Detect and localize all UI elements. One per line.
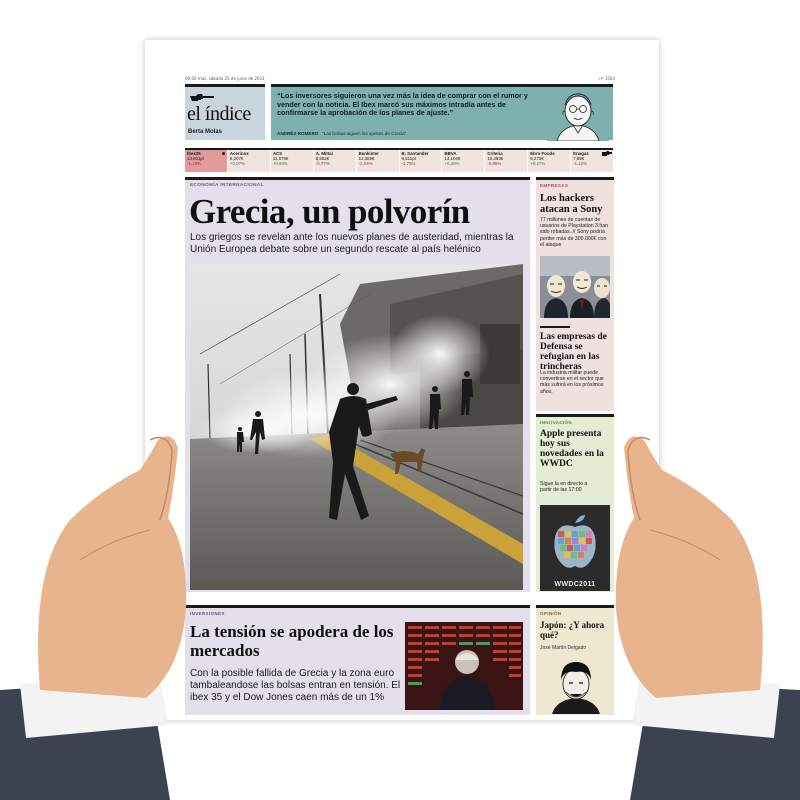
- ticker-value: 11,579€: [272, 156, 289, 162]
- section-label: OPINIÓN: [540, 611, 562, 616]
- ticker-name: Enagas: [573, 151, 589, 156]
- section-label: EMPRESAS: [540, 183, 569, 188]
- anonymous-masks-photo: [540, 256, 610, 318]
- newspaper-page: [145, 40, 659, 720]
- ticker-item: [442, 150, 484, 172]
- section-label: INVERSIONES: [190, 611, 225, 616]
- ticker-name: BBVA: [444, 151, 457, 156]
- ticker-name: ACS: [272, 151, 283, 156]
- ticker-item: [571, 150, 613, 172]
- logo-text: el índice: [187, 103, 251, 125]
- ticker-value: 12,389€: [358, 156, 375, 162]
- dateline-date: 00:00 más, sábado 25 de junio de 2011: [185, 76, 265, 81]
- sony-headline[interactable]: Los hackers atacan a Sony: [540, 193, 603, 215]
- featured-quote: “Los inversores siguieron una vez más la idea de comprar con el rumor y vender con la noticia. El Ibex marcó sus máximos intradía antes de confirmarse la aprobación de los planes de ajuste.”: [277, 91, 528, 118]
- ticker-value: 13.601pt: [187, 156, 205, 162]
- innovation-column: [536, 414, 614, 592]
- ticker-name: Ebro Foods: [530, 151, 555, 156]
- logo-author: Berta Molas: [188, 129, 223, 135]
- ticker-change: +0,46%: [444, 161, 460, 167]
- pointing-hand-icon: [189, 93, 215, 103]
- masthead: [185, 84, 613, 144]
- wwdc-label: WWDC2011: [554, 581, 596, 588]
- ticker-value: 6,273€: [530, 156, 544, 162]
- logo-block: [185, 84, 265, 140]
- apple-headline[interactable]: Apple presenta hoy sus novedades en la WWDC: [540, 429, 604, 469]
- ticker-value: 7,89€: [573, 156, 585, 162]
- ticker-item: [485, 150, 527, 172]
- stock-ticker: [185, 148, 613, 172]
- apple-logo-icon: [540, 505, 610, 591]
- ticker-name: Bankinter: [358, 151, 379, 156]
- quote-author-portrait: [547, 89, 609, 141]
- ticker-name: Criteria: [487, 151, 503, 156]
- ticker-name: A. Mittal: [315, 151, 333, 156]
- quote-block: [271, 84, 613, 140]
- markets-headline[interactable]: La tensión se apodera de los mercados: [190, 622, 394, 660]
- ticker-value: 8,852€: [315, 156, 330, 162]
- stock-board-photo: [405, 622, 523, 710]
- defense-summary: La industria militar puede convertirse en el sector que más sufrirá en los próximos años.: [540, 370, 604, 395]
- lead-deck: Los griegos se revelan ante los nuevos planes de austeridad, mientras la Unión Europea debate sobre un segundo rescate al país helénico: [190, 232, 514, 255]
- dateline: [185, 76, 615, 82]
- ticker-value: 14,104€: [444, 156, 461, 162]
- ticker-value: 10,293€: [487, 156, 504, 162]
- quote-attribution: [277, 131, 406, 136]
- ticker-value: 9,511pt: [401, 156, 416, 162]
- lead-story[interactable]: [185, 177, 530, 592]
- apple-summary: Sigue la en directo a partir de las 17:00: [540, 481, 588, 494]
- lead-headline[interactable]: Grecia, un polvorín: [189, 192, 470, 231]
- ticker-change: -1,75%: [401, 161, 416, 167]
- ticker-name: Ibex35: [187, 151, 201, 156]
- riot-photo: [190, 264, 523, 590]
- business-column: [536, 177, 614, 411]
- ticker-change: -1,12%: [573, 161, 588, 167]
- divider: [540, 326, 570, 328]
- section-label: ECONOMÍA INTERNACIONAL: [190, 183, 264, 188]
- markets-story[interactable]: [185, 605, 530, 715]
- defense-headline[interactable]: Las empresas de Defensa se refugian en las trincheras: [540, 332, 607, 372]
- ticker-name: Acerinox: [229, 151, 249, 156]
- ticker-change: -1,19%: [187, 161, 201, 167]
- pointing-hand-icon: [602, 151, 612, 156]
- ticker-value: 9,207€: [229, 156, 244, 162]
- opinion-column: [536, 605, 614, 715]
- ticker-item: [185, 150, 227, 172]
- ticker-item: [528, 150, 570, 172]
- ticker-change: -2,04%: [358, 161, 373, 167]
- issue-number: nº 1504: [599, 76, 615, 81]
- opinion-headline[interactable]: Japón: ¿Y ahora qué?: [540, 620, 605, 640]
- quote-source: “Las bolsas siguen los ajustes de Grecia”: [322, 131, 407, 136]
- sony-summary: 77 millones de cuentas de usuarios de Playstation 3 han sido robadas. // Sony podría perder más de 300.000€ con el ataque: [540, 217, 609, 248]
- ticker-item: [314, 150, 356, 172]
- ticker-change: -0,77%: [315, 161, 330, 167]
- wwdc-image: [540, 505, 610, 591]
- ticker-item: [357, 150, 399, 172]
- ticker-change: +0,93%: [272, 161, 288, 167]
- opinion-author: José Martín Delgado: [540, 645, 587, 651]
- dot-icon: [222, 152, 225, 155]
- quote-author: ANDRÉS ROMERO: [277, 131, 319, 136]
- ticker-item: [228, 150, 270, 172]
- ticker-name: B. Santander: [401, 151, 429, 156]
- ticker-change: +0,27%: [530, 161, 546, 167]
- markets-deck: Con la posible fallida de Grecia y la zona euro tambaleandose las bolsas entran en tensión. El ibex 35 y el Dow Jones caen más de un 1%: [190, 668, 401, 703]
- ticker-change: +0,07%: [229, 161, 245, 167]
- columnist-illustration: [544, 656, 608, 714]
- section-label: INNOVACIÓN: [540, 420, 573, 425]
- ticker-item: [271, 150, 313, 172]
- ticker-item: [400, 150, 442, 172]
- ticker-change: -0,85%: [487, 161, 502, 167]
